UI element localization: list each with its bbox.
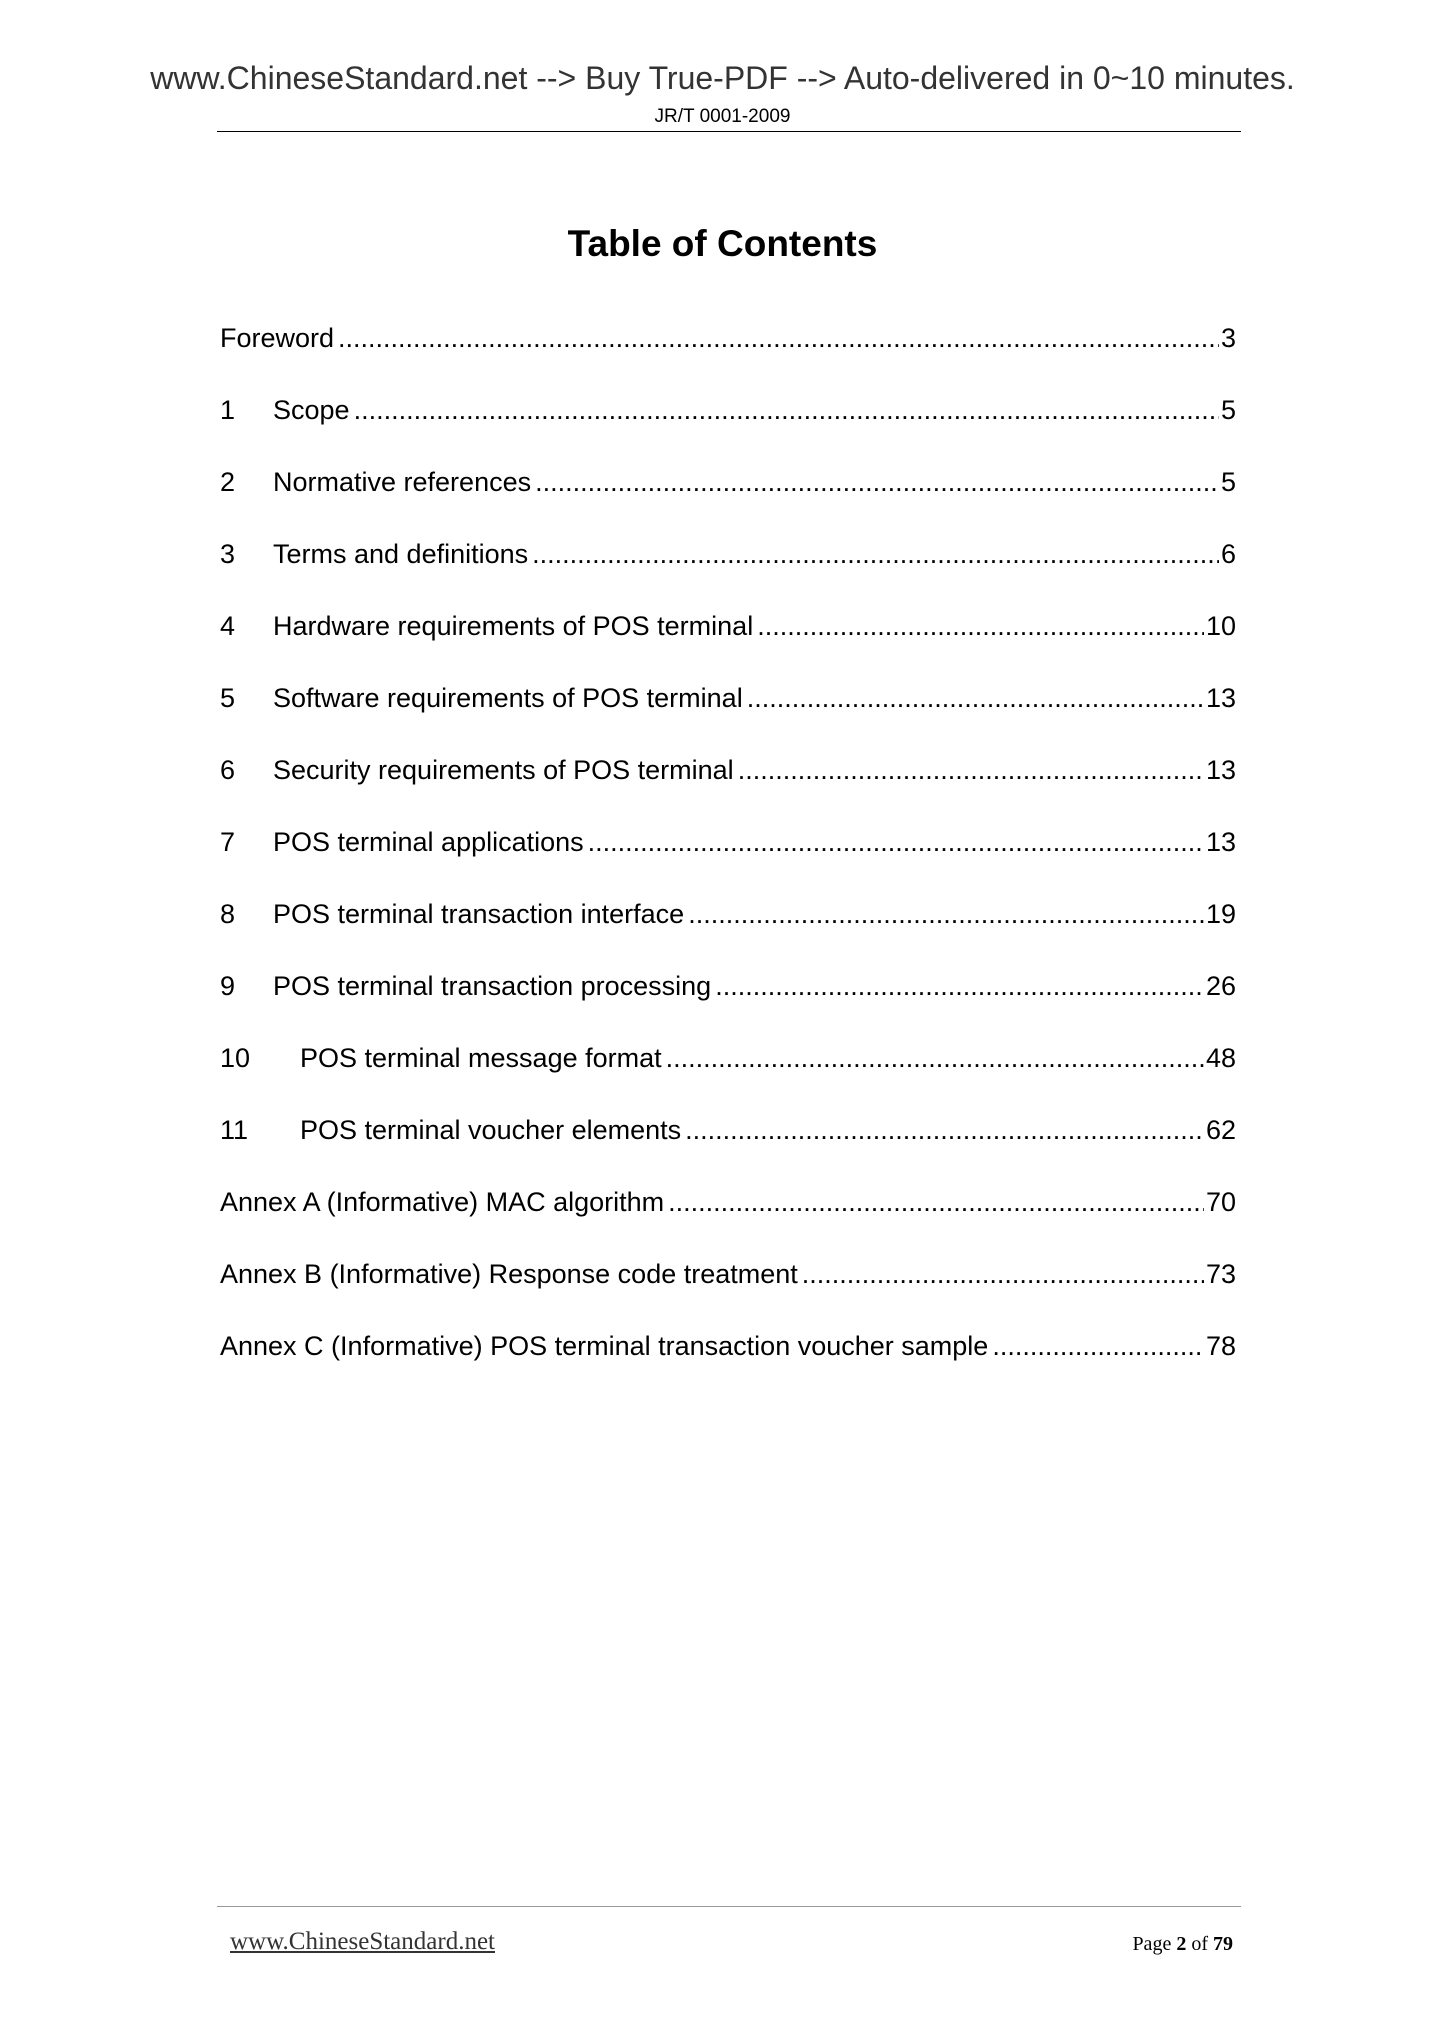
toc-leader-dots [354, 390, 1219, 430]
page-current: 2 [1176, 1933, 1187, 1955]
toc-entry-text: POS terminal transaction interface [273, 899, 685, 929]
toc-leader-dots [992, 1326, 1204, 1366]
page-number [1132, 1930, 1233, 1958]
toc-entry-foreword[interactable] [220, 318, 1236, 390]
toc-leader-dots [757, 606, 1204, 646]
toc-leader-dots [532, 534, 1219, 574]
toc-entry-voucher-elements[interactable] [220, 1110, 1236, 1182]
toc-entry-text: Annex A (Informative) MAC algorithm [220, 1187, 665, 1217]
toc-leader-dots [688, 894, 1204, 934]
toc-entry-text: Terms and definitions [273, 539, 529, 569]
toc-entry-page: 10 [1205, 611, 1236, 641]
toc-entry-annex-a[interactable] [220, 1182, 1236, 1254]
toc-entry-terminal-applications[interactable] [220, 822, 1236, 894]
toc-leader-dots [666, 1038, 1204, 1078]
toc-entry-annex-c[interactable] [220, 1326, 1236, 1398]
toc-entry-text: POS terminal transaction processing [273, 971, 712, 1001]
toc-entry-number: 11 [220, 1115, 249, 1145]
toc-entry-number: 2 [220, 467, 236, 497]
toc-entry-scope[interactable] [220, 390, 1236, 462]
toc-entry-normative-references[interactable] [220, 462, 1236, 534]
toc-entry-text: Hardware requirements of POS terminal [273, 611, 754, 641]
toc-leader-dots [715, 966, 1204, 1006]
toc-entry-number: 3 [220, 539, 236, 569]
toc-entry-number: 5 [220, 683, 236, 713]
toc-entry-text: POS terminal voucher elements [300, 1115, 682, 1145]
toc-entry-page: 13 [1205, 755, 1236, 785]
footer-site-link[interactable]: www.ChineseStandard.net [230, 1928, 495, 1955]
toc-entry-software-requirements[interactable] [220, 678, 1236, 750]
toc-entry-number: 7 [220, 827, 236, 857]
toc-entry-message-format[interactable] [220, 1038, 1236, 1110]
toc-entry-text: Security requirements of POS terminal [273, 755, 734, 785]
toc-entry-page: 26 [1205, 971, 1236, 1001]
toc-entry-text: Normative references [273, 467, 532, 497]
toc-entry-page: 5 [1220, 395, 1236, 425]
header-divider [217, 131, 1241, 132]
toc-leader-dots [668, 1182, 1204, 1222]
toc-entry-page: 48 [1205, 1043, 1236, 1073]
toc-entry-text: Annex B (Informative) Response code treatment [220, 1259, 798, 1289]
top-banner: www.ChineseStandard.net --> Buy True-PDF --> Auto-delivered in 0~10 minutes. [150, 60, 1295, 96]
toc-entry-page: 70 [1205, 1187, 1236, 1217]
toc-entry-text: Software requirements of POS terminal [273, 683, 743, 713]
toc-entry-number: 1 [220, 395, 236, 425]
toc-leader-dots [588, 822, 1204, 862]
toc-entry-page: 6 [1220, 539, 1236, 569]
toc-entry-page: 13 [1205, 683, 1236, 713]
toc-entry-text: Annex C (Informative) POS terminal transaction voucher sample [220, 1331, 989, 1361]
toc-entry-page: 5 [1220, 467, 1236, 497]
footer-divider [217, 1906, 1241, 1907]
toc-entry-number: 6 [220, 755, 236, 785]
toc-leader-dots [747, 678, 1204, 718]
toc-entry-number: 8 [220, 899, 236, 929]
toc-entry-page: 13 [1205, 827, 1236, 857]
toc-entry-page: 62 [1205, 1115, 1236, 1145]
toc-leader-dots [338, 318, 1219, 358]
toc-entry-number: 9 [220, 971, 236, 1001]
toc-entry-security-requirements[interactable] [220, 750, 1236, 822]
toc-entry-text: POS terminal applications [273, 827, 584, 857]
table-of-contents [220, 318, 1236, 1398]
page-prefix: Page [1132, 1933, 1172, 1955]
toc-entry-number: 10 [220, 1043, 251, 1073]
toc-entry-transaction-processing[interactable] [220, 966, 1236, 1038]
toc-entry-number: 4 [220, 611, 236, 641]
page-of: of [1191, 1933, 1208, 1955]
toc-entry-page: 73 [1205, 1259, 1236, 1289]
toc-entry-transaction-interface[interactable] [220, 894, 1236, 966]
toc-entry-terms-and-definitions[interactable] [220, 534, 1236, 606]
toc-entry-page: 78 [1205, 1331, 1236, 1361]
toc-leader-dots [802, 1254, 1204, 1294]
toc-entry-text: Scope [273, 395, 350, 425]
toc-entry-text: POS terminal message format [300, 1043, 662, 1073]
toc-leader-dots [535, 462, 1219, 502]
toc-entry-page: 19 [1205, 899, 1236, 929]
toc-entry-text: Foreword [220, 323, 335, 353]
toc-leader-dots [738, 750, 1204, 790]
toc-entry-hardware-requirements[interactable] [220, 606, 1236, 678]
document-code: JR/T 0001-2009 [654, 106, 791, 127]
toc-leader-dots [685, 1110, 1204, 1150]
page-title: Table of Contents [567, 223, 878, 264]
page-total: 79 [1213, 1933, 1233, 1955]
toc-entry-page: 3 [1220, 323, 1236, 353]
toc-entry-annex-b[interactable] [220, 1254, 1236, 1326]
